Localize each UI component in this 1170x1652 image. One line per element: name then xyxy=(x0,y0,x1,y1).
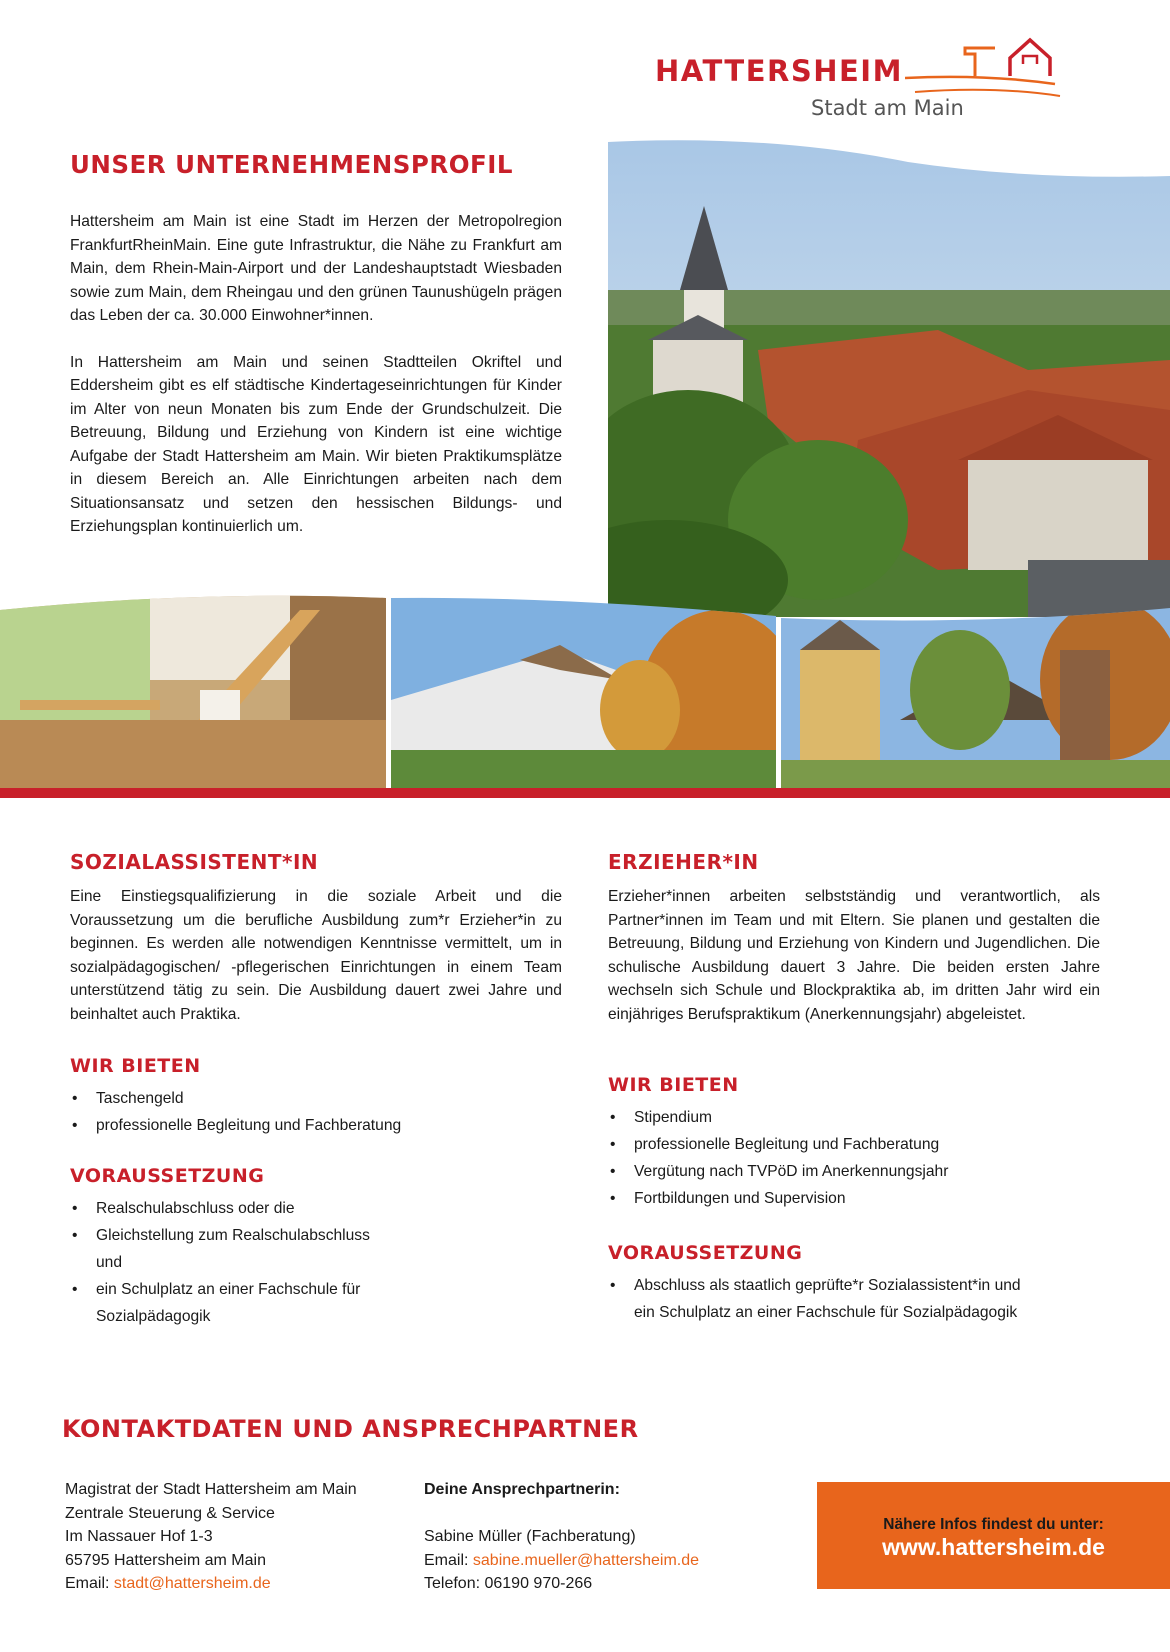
info-box[interactable] xyxy=(817,1482,1170,1589)
erzieher-bieten-heading: WIR BIETEN xyxy=(608,1074,739,1096)
erzieher-heading: ERZIEHER*IN xyxy=(608,850,759,874)
info-box-label: Nähere Infos findest du unter: xyxy=(883,1516,1104,1533)
list-item: • professionelle Begleitung und Fachberatung xyxy=(70,1112,562,1139)
partner-phone: Telefon: 06190 970-266 xyxy=(424,1575,593,1592)
profile-paragraph-2: In Hattersheim am Main und seinen Stadtteilen Okriftel und Eddersheim gibt es elf städtische Kindertageseinrichtungen für Kinder im Alter von neun Monaten bis zum Ende der Grundschulzeit. Die Betreuung, Bildung und Erziehung von Kindern ist eine wichtige Aufgabe der Stadt Hattersheim am Main. Wir bieten Praktikumsplätze in diesem Bereich an. Alle Einrichtungen arbeiten nach dem Situationsansatz und setzen den hessischen Bildungs- und Erziehungsplan kontinuierlich um. xyxy=(70,353,562,535)
address-line: Im Nassauer Hof 1-3 xyxy=(65,1528,213,1545)
playground-photo xyxy=(781,590,1170,788)
photo-strip xyxy=(0,590,1170,798)
town-photo xyxy=(608,140,1170,617)
partner-name: Sabine Müller (Fachberatung) xyxy=(424,1528,636,1545)
kontakt-heading: KONTAKTDATEN UND ANSPRECHPARTNER xyxy=(62,1415,639,1443)
profile-paragraph-1: Hattersheim am Main ist eine Stadt im Herzen der Metropolregion FrankfurtRheinMain. Eine gute Infrastruktur, die Nähe zu Frankfurt am Main, dem Rhein-Main-Airport und der Landeshauptstadt Wiesbaden sowie zum Main, dem Rheingau und den grünen Taunushügeln prägen das Leben der ca. 30.000 Einwohner*innen. xyxy=(70,213,562,324)
email-link[interactable]: stadt@hattersheim.de xyxy=(113,1575,271,1592)
erzieher-text: Erzieher*innen arbeiten selbstständig und verantwortlich, als Partner*innen im Team und mit Eltern. Sie planen und gestalten die Betreuung, Bildung und Erziehung von Kindern und Jugendlichen. Die schulische Ausbildung dauert 3 Jahre. Die beiden ersten Jahre wechseln sich Schule und Blockpraktika ab, im dritten Jahr wird ein einjähriges Berufspraktikum (Anerkennungsjahr) abgeleistet. xyxy=(608,888,1100,1023)
partner-email-label: Email: xyxy=(424,1551,469,1569)
list-item: • professionelle Begleitung und Fachberatung xyxy=(608,1131,1100,1158)
list-item: • Realschulabschluss oder die xyxy=(70,1195,400,1222)
list-item: • Abschluss als staatlich geprüfte*r Sozialassistent*in und ein Schulplatz an einer Fachschule für Sozialpädagogik xyxy=(608,1272,1028,1326)
classroom-photo xyxy=(0,590,386,788)
list-item: • Fortbildungen und Supervision xyxy=(608,1185,1100,1212)
logo xyxy=(655,34,1075,124)
erzieher-voraus-heading: VORAUSSETZUNG xyxy=(608,1242,803,1264)
logo-name: HATTERSHEIM xyxy=(655,54,903,88)
address-line: Zentrale Steuerung & Service xyxy=(65,1504,275,1522)
logo-tagline: Stadt am Main xyxy=(811,96,964,120)
sozial-voraus-heading: VORAUSSETZUNG xyxy=(70,1165,265,1187)
list-item: • ein Schulplatz an einer Fachschule für Sozialpädagogik xyxy=(70,1276,400,1330)
address-line: 65795 Hattersheim am Main xyxy=(65,1551,266,1569)
list-item: • Stipendium xyxy=(608,1104,1100,1131)
house-roof-icon xyxy=(905,34,1075,98)
sozial-text: Eine Einstiegsqualifizierung in die soziale Arbeit und die Voraussetzung um die berufliche Ausbildung zum*r Erzieher*in zu beginnen. Es werden alle notwendigen Kenntnisse vermittelt, um in sozialpädagogischen/ -pflegerischen Einrichtungen in einem Team unterstützend tätig zu sein. Die Ausbildung dauert zwei Jahre und beinhaltet auch Praktika. xyxy=(70,888,562,1023)
list-item: • Vergütung nach TVPöD im Anerkennungsjahr xyxy=(608,1158,1100,1185)
list-item: • Gleichstellung zum Realschulabschluss und xyxy=(70,1222,400,1276)
partner-heading: Deine Ansprechpartnerin: xyxy=(424,1481,620,1498)
sozial-bieten-heading: WIR BIETEN xyxy=(70,1055,201,1077)
list-item: • Taschengeld xyxy=(70,1085,562,1112)
email-label: Email: xyxy=(65,1575,110,1592)
kita-building-photo xyxy=(391,590,800,790)
partner-block xyxy=(424,1478,784,1596)
address-block xyxy=(65,1478,405,1596)
info-box-url[interactable]: www.hattersheim.de xyxy=(882,1534,1105,1560)
profile-heading: UNSER UNTERNEHMENSPROFIL xyxy=(70,150,514,179)
partner-email-link[interactable]: sabine.mueller@hattersheim.de xyxy=(472,1551,700,1569)
sozial-heading: SOZIALASSISTENT*IN xyxy=(70,850,319,874)
address-line: Magistrat der Stadt Hattersheim am Main xyxy=(65,1481,357,1498)
